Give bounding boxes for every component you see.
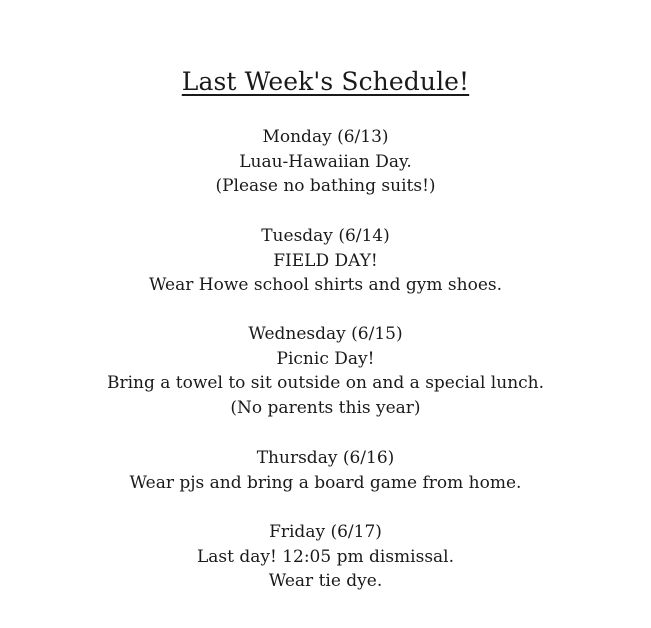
day-block-thursday (0, 446, 651, 495)
day-block-friday (0, 520, 651, 594)
day-heading: Friday (6/17) (269, 522, 382, 542)
day-block-monday (0, 125, 651, 199)
day-heading: Tuesday (6/14) (261, 226, 390, 246)
page-title: Last Week's Schedule! (181, 67, 470, 96)
day-detail: Picnic Day! (276, 348, 375, 369)
day-detail: (Please no bathing suits!) (215, 176, 436, 196)
day-detail: Wear pjs and bring a board game from home. (129, 472, 522, 493)
day-heading: Monday (6/13) (262, 127, 389, 147)
day-detail: Wear tie dye. (268, 571, 383, 591)
day-heading: Wednesday (6/15) (248, 324, 403, 344)
day-heading: Thursday (6/16) (256, 448, 395, 468)
day-detail: Wear Howe school shirts and gym shoes. (148, 275, 503, 295)
day-detail: Luau-Hawaiian Day. (239, 151, 412, 172)
day-detail: FIELD DAY! (273, 250, 378, 271)
day-detail: Last day! 12:05 pm dismissal. (196, 546, 455, 567)
day-detail: Bring a towel to sit outside on and a special lunch. (106, 373, 545, 393)
day-block-tuesday (0, 224, 651, 298)
day-detail: (No parents this year) (230, 397, 421, 418)
day-block-wednesday (0, 322, 651, 420)
